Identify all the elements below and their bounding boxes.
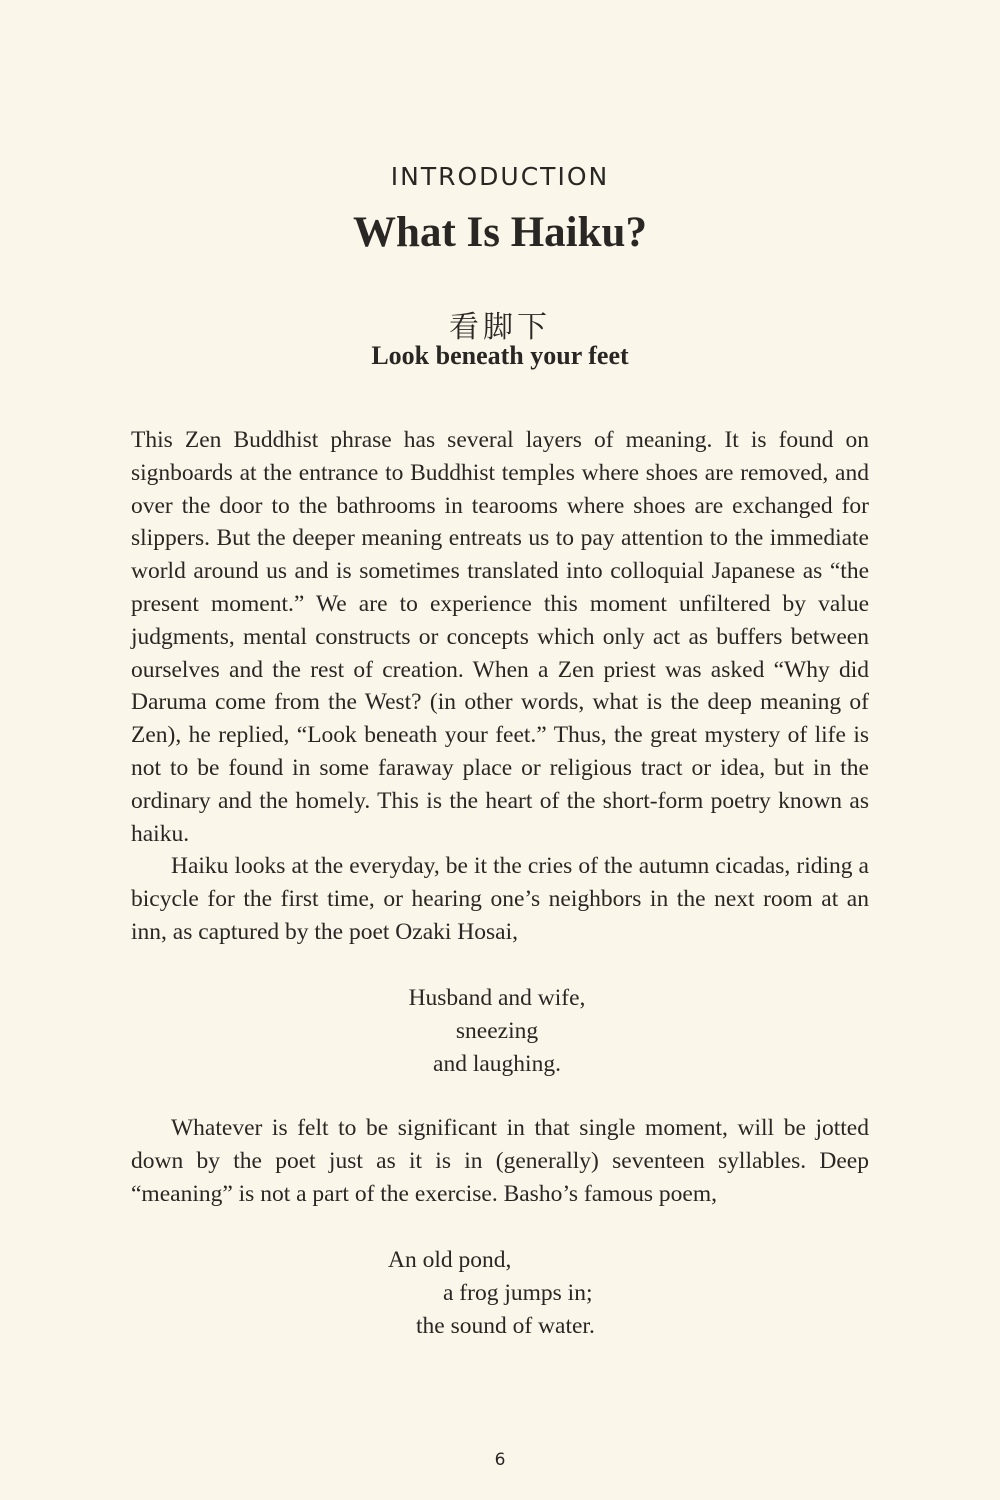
kanji-phrase: 看脚下 (449, 310, 551, 345)
poem-basho-line-3: the sound of water. (416, 1313, 595, 1339)
chapter-title: What Is Haiku? (353, 209, 647, 256)
poem-hosai-line-1: Husband and wife, (408, 985, 586, 1011)
poem-basho-line-1: An old pond, (388, 1247, 512, 1273)
page-number: 6 (494, 1450, 506, 1470)
phrase-translation: Look beneath your feet (371, 341, 629, 370)
poem-basho-line-2: a frog jumps in; (443, 1280, 593, 1306)
paragraph-significant-moment: Whatever is felt to be significant in that single moment, will be jotted down by the poet just as it is in (generally) seventeen syllables. Deep “meaning” is not a part of the exercise. Basho’s famous poem, (131, 1115, 869, 1207)
section-kicker: INTRODUCTION (390, 162, 610, 191)
paragraph-haiku-everyday: Haiku looks at the everyday, be it the cries of the autumn cicadas, riding a bicycle for the first time, or hearing one’s neighbors in the next room at an inn, as captured by the poet Ozaki Hosai, (131, 853, 869, 945)
poem-hosai-line-2: sneezing (455, 1018, 539, 1044)
poem-hosai-line-3: and laughing. (433, 1051, 561, 1077)
paragraph-zen-phrase: This Zen Buddhist phrase has several layers of meaning. It is found on signboards at the entrance to Buddhist temples where shoes are removed, and over the door to the bathrooms in tearooms where shoes are exchanged for slippers. But the deeper meaning entreats us to pay attention to the immediate world around us and is sometimes translated into colloquial Japanese as “the present moment.” We are to experience this moment unfiltered by value judgments, mental constructs or concepts which only act as buffers between ourselves and the rest of creation. When a Zen priest was asked “Why did Daruma come from the West? (in other words, what is the deep meaning of Zen), he replied, “Look beneath your feet.” Thus, the great mystery of life is not to be found in some faraway place or religious tract or idea, but in the ordinary and the homely. This is the heart of the short-form poetry known as haiku. (131, 427, 869, 847)
